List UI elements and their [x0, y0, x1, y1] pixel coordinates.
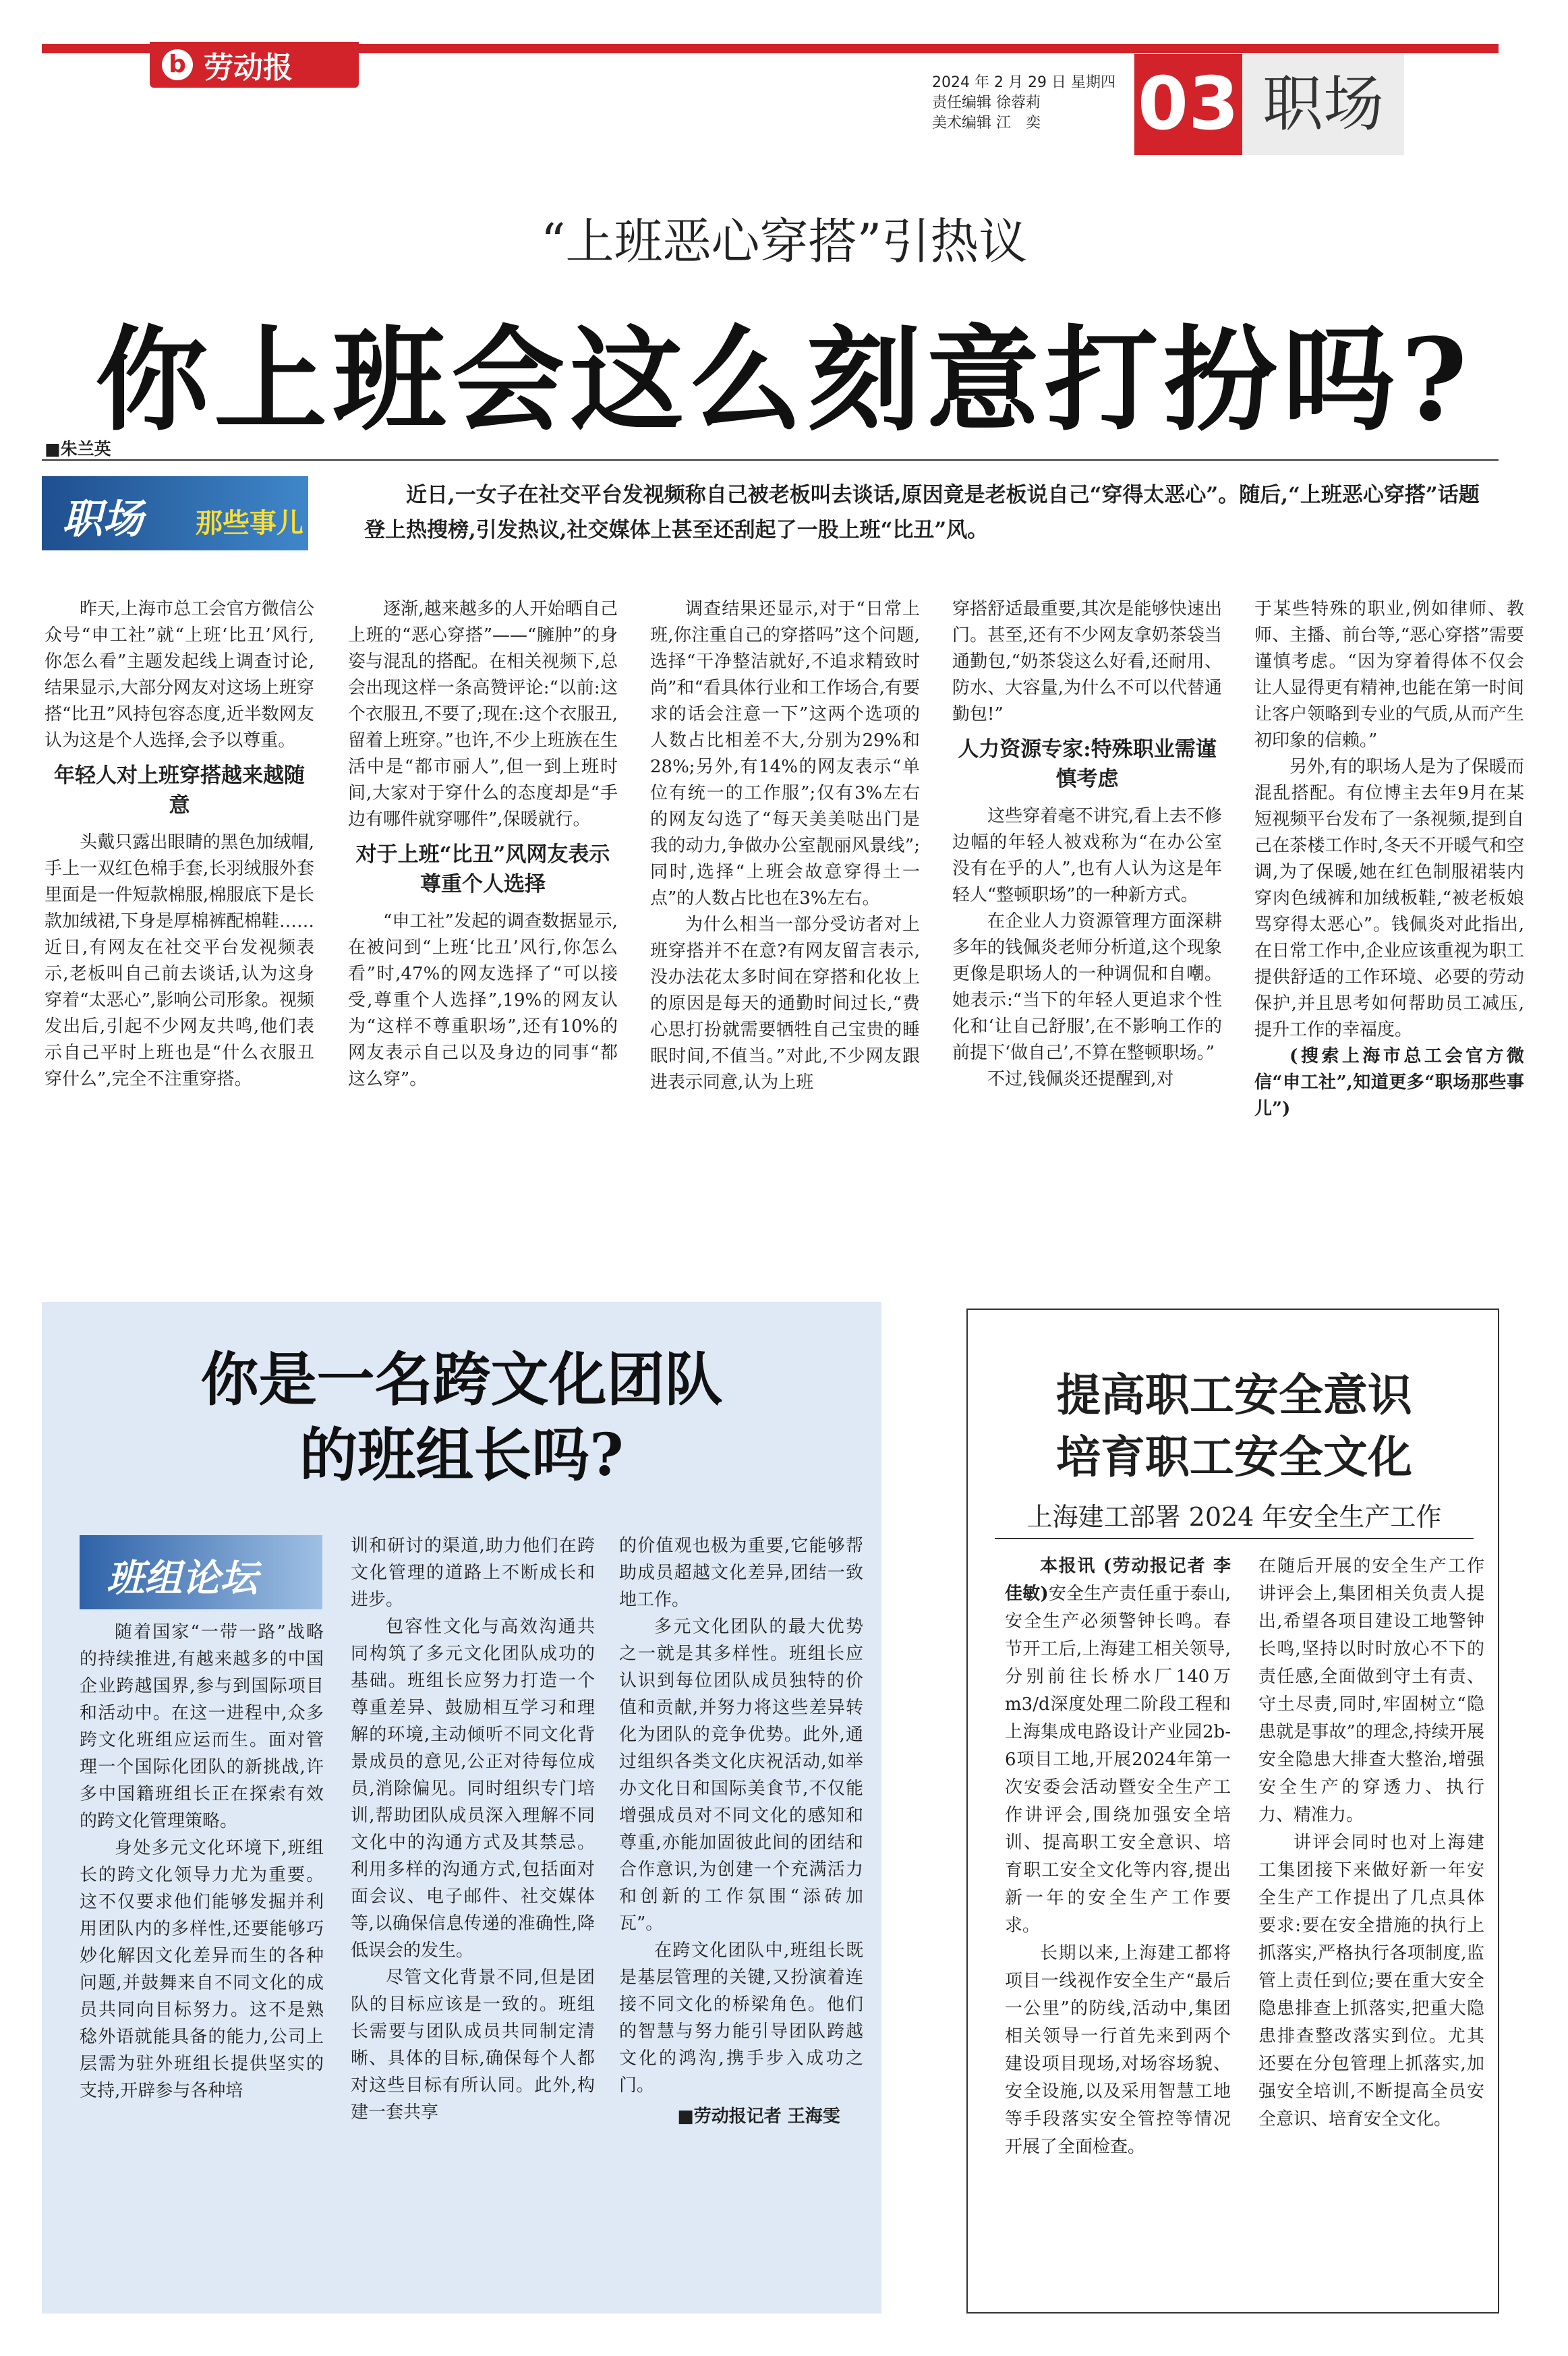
paragraph: 于某些特殊的职业,例如律师、教师、主播、前台等,“恶心穿搭”需要谨慎考虑。“因为穿着得体不仅会让人显得更有精神,也能在第一时间让客户领略到专业的气质,从而产生初印象的信赖。”: [1254, 599, 1524, 751]
paragraph: 昨天,上海市总工会官方微信公众号“申工社”就“上班‘比丑’风行,你怎么看”主题发起线上调查讨论,结果显示,大部分网友对这场上班穿搭“比丑”风持包容态度,近半数网友认为这是个人选择,会予以尊重。: [45, 599, 314, 751]
article3-title-line: 培育职工安全文化: [1056, 1431, 1412, 1483]
article2-title-line: 你是一名跨文化团队: [200, 1346, 723, 1414]
page-number: 03: [1134, 54, 1242, 155]
article3-title-line: 提高职工安全意识: [1056, 1369, 1412, 1421]
article2-tag-text: 班组论坛: [107, 1556, 258, 1601]
lead-body: 安全生产责任重于泰山,安全生产必须警钟长鸣。春节开工后,上海建工相关领导,分别前往长桥水厂140万m3/d深度处理二阶段工程和上海集成电路设计产业园2b-6项目工地,开展2024年第一次安委会活动暨安全生产工作讲评会,围绕加强安全培训、提高职工安全意识、培育职工安全文化等内容,提出新一年的安全生产工作要求。: [1005, 1584, 1231, 1936]
paragraph: 讲评会同时也对上海建工集团接下来做好新一年安全生产工作提出了几点具体要求:要在安全措施的执行上抓落实,严格执行各项制度,监管上责任到位;要在重大安全隐患排查上抓落实,把重大隐患排查整改落实到位。尤其还要在分包管理上抓落实,加强安全培训,不断提高全员安全意识、培育安全文化。: [1258, 1833, 1484, 2129]
logo-text: 劳动报: [204, 51, 293, 85]
paragraph: 另外,有的职场人是为了保暖而混乱搭配。有位博主去年9月在某短视频平台发布了一条视频,提到自己在茶楼工作时,冬天不开暖气和空调,为了保暖,她在红色制服裙装内穿肉色绒裤和加绒板鞋,“被老板娘骂穿得太恶心”。钱佩炎对此指出,在日常工作中,企业应该重视为职工提供舒适的工作环境、必要的劳动保护,并且思考如何帮助员工减压,提升工作的幸福度。: [1254, 757, 1524, 1040]
subheading: 对于上班“比丑”风网友表示尊重个人选择: [355, 842, 610, 896]
logo-mark-icon: b: [162, 49, 193, 80]
paragraph: 随着国家“一带一路”战略的持续推进,有越来越多的中国企业跨越国界,参与到国际项目和活动中。在这一进程中,众多跨文化班组应运而生。面对管理一个国际化团队的新挑战,许多中国籍班组长正在探索有效的跨文化管理策略。: [80, 1622, 324, 1831]
paragraph: 这些穿着毫不讲究,看上去不修边幅的年轻人被戏称为“在办公室没有在乎的人”,也有人认为这是年轻人“整顿职场”的一种新方式。: [952, 806, 1222, 905]
article-column-1: [45, 596, 314, 1093]
subheading: 年轻人对上班穿搭越来越随意: [54, 764, 305, 817]
paragraph: “申工社”发起的调查数据显示,在被问到“上班‘比丑’风行,你怎么看”时,47%的网友选择了“可以接受,尊重个人选择”,19%的网友认为“这样不尊重职场”,还有10%的网友表示自己以及身边的同事“都这么穿”。: [348, 911, 618, 1089]
paragraph: 头戴只露出眼睛的黑色加绒帽,手上一双红色棉手套,长羽绒服外套里面是一件短款棉服,棉服底下是长款加绒裙,下身是厚棉裤配棉鞋……近日,有网友在社交平台发视频表示,老板叫自己前去谈话,认为这身穿着“太恶心”,影响公司形象。视频发出后,引起不少网友共鸣,他们表示自己平时上班也是“什么衣服丑穿什么”,完全不注重穿搭。: [45, 832, 314, 1089]
subheading: 人力资源专家:特殊职业需谨慎考虑: [958, 737, 1217, 791]
article2-title: [42, 1342, 881, 1493]
main-kicker: “上班恶心穿搭”引热议: [540, 213, 1028, 270]
main-byline: ■朱兰英: [45, 439, 111, 459]
article3-column-1: [1005, 1553, 1231, 2161]
subtitle-divider: [995, 1538, 1474, 1539]
paragraph: 多元文化团队的最大优势之一就是其多样性。班组长应认识到每位团队成员独特的价值和贡献,并努力将这些差异转化为团队的竞争优势。此外,通过组织各类文化庆祝活动,如举办文化日和国际美食节,不仅能增强成员对不同文化的感知和尊重,亦能加固彼此间的团结和合作意识,为创建一个充满活力和创新的工作氛围“添砖加瓦”。: [619, 1617, 863, 1934]
byline-divider: [42, 459, 1499, 461]
paragraph: 调查结果还显示,对于“日常上班,你注重自己的穿搭吗”这个问题,选择“干净整洁就好,不追求精致时尚”和“看具体行业和工作场合,有要求的话会注意一下”这两个选项的人数占比相差不大,分别为29%和28%;另外,有14%的网友表示“单位有统一的工作服”;仅有3%左右的网友勾选了“每天美美哒出门是我的动力,争做办公室靓丽风景线”;同时,选择“上班会故意穿得土一点”的人数占比也在3%左右。: [650, 599, 920, 909]
article2-byline: ■劳动报记者 王海雯: [677, 2106, 840, 2127]
paragraph: 穿搭舒适最重要,其次是能够快速出门。甚至,还有不少网友拿奶茶袋当通勤包,“奶茶袋这么好看,还耐用、防水、大容量,为什么不可以代替通勤包!”: [952, 599, 1222, 724]
issue-date: 2024 年 2 月 29 日 星期四: [932, 74, 1115, 91]
paragraph: 在随后开展的安全生产工作讲评会上,集团相关负责人提出,希望各项目建设工地警钟长鸣,坚持以时时放心不下的责任感,全面做到守土有责、守土尽责,同时,牢固树立“隐患就是事故”的理念,持续开展安全隐患大排查大整治,增强安全生产的穿透力、执行力、精准力。: [1258, 1556, 1484, 1825]
article3-title: [968, 1364, 1501, 1488]
article3-column-2: [1258, 1553, 1484, 2133]
paragraph: 尽管文化背景不同,但是团队的目标应该是一致的。班组长需要与团队成员共同制定清晰、具体的目标,确保每个人都对这些目标有所认同。此外,构建一套共享: [351, 1967, 595, 2123]
paragraph: 在跨文化团队中,班组长既是基层管理的关键,又扮演着连接不同文化的桥梁角色。他们的智慧与努力能引导团队跨越文化的鸿沟,携手步入成功之门。: [619, 1941, 863, 2096]
art-editor: 美术编辑 江 奕: [932, 115, 1041, 132]
paragraph: [1005, 1553, 1231, 1940]
paragraph: 不过,钱佩炎还提醒到,对: [987, 1069, 1174, 1089]
paragraph: 为什么相当一部分受访者对上班穿搭并不在意?有网友留言表示,没办法花太多时间在穿搭和化妆上的原因是每天的通勤时间过长,“费心思打扮就需要牺牲自己宝贵的睡眠时间,不值当。”对此,不少网友跟进表示同意,认为上班: [650, 915, 920, 1093]
column-tag: [42, 476, 308, 550]
paragraph: 长期以来,上海建工都将项目一线视作安全生产“最后一公里”的防线,活动中,集团相关领导一行首先来到两个建设项目现场,对场容场貌、安全设施,以及采用智慧工地等手段落实安全管控等情况开展了全面检查。: [1005, 1943, 1231, 2157]
article-column-2: [348, 596, 618, 1093]
newspaper-logo[interactable]: [150, 42, 359, 88]
column-tag-sub: 那些事儿: [196, 507, 303, 539]
column-tag-main: 职场: [62, 496, 143, 543]
paragraph: 训和研讨的渠道,助力他们在跨文化管理的道路上不断成长和进步。: [351, 1536, 595, 1610]
article2-tag: [80, 1535, 322, 1609]
article2-column-2: [351, 1532, 595, 2126]
main-headline: 你上班会这么刻意打扮吗?: [95, 313, 1473, 447]
paragraph: 在企业人力资源管理方面深耕多年的钱佩炎老师分析道,这个现象更像是职场人的一种调侃和自嘲。她表示:“当下的年轻人更追求个性化和‘让自己舒服’,在不影响工作的前提下‘做自己’,不算在整顿职场。”: [952, 911, 1222, 1063]
section-name: 职场: [1242, 54, 1404, 155]
responsible-editor: 责任编辑 徐蓉莉: [932, 94, 1041, 111]
paragraph: 包容性文化与高效沟通共同构筑了多元文化团队成功的基础。班组长应努力打造一个尊重差异、鼓励相互学习和理解的环境,主动倾听不同文化背景成员的意见,公正对待每位成员,消除偏见。同时组织专门培训,帮助团队成员深入理解不同文化中的沟通方式及其禁忌。利用多样的沟通方式,包括面对面会议、电子邮件、社交媒体等,以确保信息传递的准确性,降低误会的发生。: [351, 1617, 595, 1961]
article2-column-1: [80, 1619, 324, 2104]
article-column-5: [1254, 596, 1524, 1122]
editor-note: (搜索上海市总工会官方微信“申工社”,知道更多“职场那些事儿”): [1254, 1046, 1524, 1119]
paragraph: 身处多元文化环境下,班组长的跨文化领导力尤为重要。这不仅要求他们能够发掘并利用团队内的多样性,还要能够巧妙化解因文化差异而生的各种问题,并鼓舞来自不同文化的成员共同向目标努力。这不是熟稔外语就能具备的能力,公司上层需为驻外班组长提供坚实的支持,开辟参与各种培: [80, 1838, 324, 2101]
article2-title-line: 的班组长吗?: [299, 1421, 624, 1489]
main-intro: 近日,一女子在社交平台发视频称自己被老板叫去谈话,原因竟是老板说自己“穿得太恶心”。随后,“上班恶心穿搭”话题登上热搜榜,引发热议,社交媒体上甚至还刮起了一股上班“比丑”风。: [364, 483, 1480, 542]
article2-column-3: [619, 1532, 863, 2130]
page-info: [932, 73, 1134, 134]
paragraph: 的价值观也极为重要,它能够帮助成员超越文化差异,团结一致地工作。: [619, 1536, 863, 1610]
article3-subtitle: 上海建工部署 2024 年安全生产工作: [1026, 1502, 1442, 1532]
article-column-4: [952, 596, 1222, 1093]
paragraph: 逐渐,越来越多的人开始晒自己上班的“恶心穿搭”——“臃肿”的身姿与混乱的搭配。在相关视频下,总会出现这样一条高赞评论:“以前:这个衣服丑,不要了;现在:这个衣服丑,留着上班穿。”也许,不少上班族在生活中是“都市丽人”,但一到上班时间,大家对于穿什么的态度却是“手边有哪件就穿哪件”,保暖就行。: [348, 599, 618, 830]
article-column-3: [650, 596, 920, 1096]
news-lead: 本报讯 (劳动报记者 李佳敏): [1005, 1556, 1231, 1604]
